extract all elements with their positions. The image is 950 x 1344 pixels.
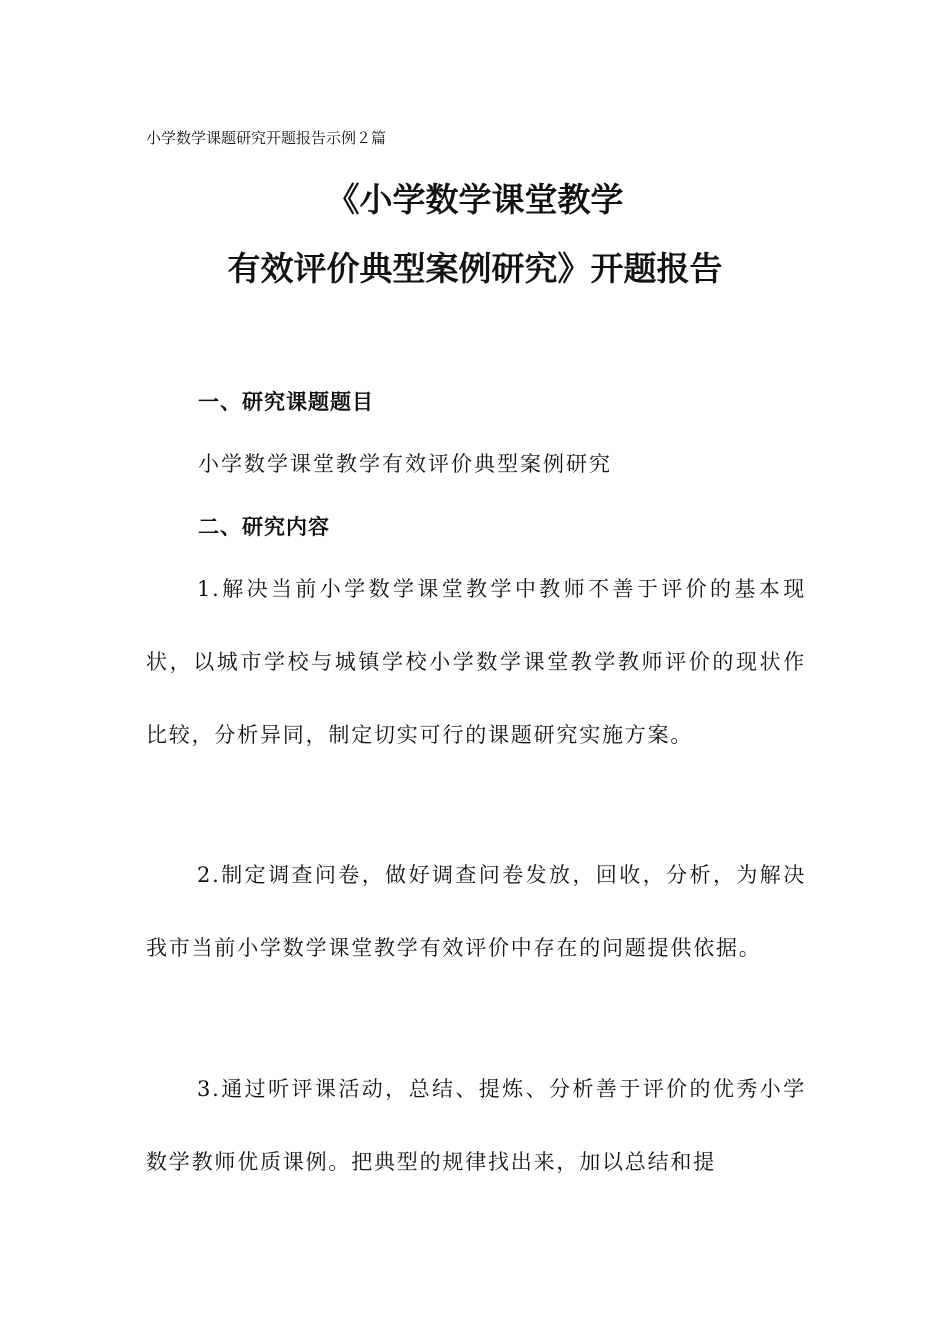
document-title-line-2: 有效评价典型案例研究》开题报告 <box>227 249 723 288</box>
header-note: 小学数学课题研究开题报告示例２篇 <box>146 129 387 147</box>
section-heading-topic: 一、研究课题题目 <box>198 390 374 414</box>
content-paragraph-2: 2.制定调查问卷，做好调查问卷发放，回收，分析，为解决我市当前小学数学课堂教学有效评价中存在的问题提供依据。 <box>146 863 806 960</box>
section-heading-content: 二、研究内容 <box>198 515 330 539</box>
content-paragraph-1: 1.解决当前小学数学课堂教学中教师不善于评价的基本现状，以城市学校与城镇学校小学数学课堂教学教师评价的现状作比较，分析异同，制定切实可行的课题研究实施方案。 <box>146 577 806 747</box>
content-paragraph-3: 3.通过听评课活动，总结、提炼、分析善于评价的优秀小学数学教师优质课例。把典型的规律找出来，加以总结和提 <box>146 1077 806 1174</box>
document-title-line-1: 《小学数学课堂教学 <box>326 180 624 219</box>
section-topic-text: 小学数学课堂教学有效评价典型案例研究 <box>198 452 612 476</box>
